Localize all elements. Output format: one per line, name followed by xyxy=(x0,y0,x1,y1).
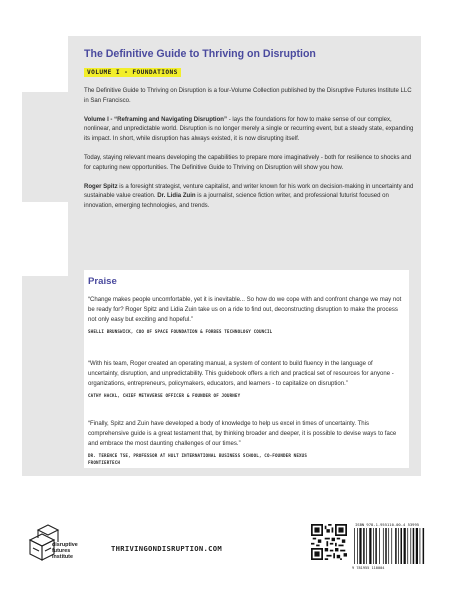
quote-text: “Finally, Spitz and Zuin have developed a body of knowledge to help us excel in times of uncertainty. This comprehensive guide is a great testament that, by thinking broader and deeper, it is possible to devise ways to face and embrace the most daunting challenges of our times.” xyxy=(88,421,397,447)
isbn-barcode-icon xyxy=(353,528,427,566)
quote-text: “With his team, Roger created an operating manual, a system of content to build fluency in the language of uncertainty, disruption, and unpredictability. This guidebook offers a rich and practical set of resources for anyone - organizations, entrepreneurs, policymakers, educators, and learners - to capitalize on disruption.” xyxy=(88,361,394,387)
praise-quote-2 xyxy=(88,360,403,400)
isbn-label: ISBN 978-1-955110-00-4 53995 xyxy=(355,522,420,527)
quote-author: CATHY HACKL, CHIEF METAVERSE OFFICER & FOUNDER OF JOURNEY xyxy=(88,393,241,399)
quote-author: SHELLI BRUNSWICK, COO OF SPACE FOUNDATION & FORBES TECHNOLOGY COUNCIL xyxy=(88,329,273,335)
author-name-1: Roger Spitz xyxy=(84,183,118,190)
website-url: THRIVINGONDISRUPTION.COM xyxy=(111,544,223,553)
authors-paragraph xyxy=(84,183,414,212)
author-name-2: Dr. Lidia Zuin xyxy=(157,193,196,200)
intro-paragraph-3: Today, staying relevant means developing the capabilities to prepare more imaginatively - both for resilience to shocks and for capturing new opportunities. The Definitive Guide to Thriving on Disruption will show you how. xyxy=(84,154,412,171)
author-bio-1: is a foresight strategist, venture capitalist, and writer known for his work on decision-making in uncertainty and sustainable value creation. xyxy=(84,183,414,200)
quote-author: DR. TERENCE TSE, PROFESSOR AT HULT INTERNATIONAL BUSINESS SCHOOL, CO-FOUNDER NEXUS FRONTIERTECH xyxy=(88,453,308,465)
logo-wordmark: disruptive futures institute xyxy=(52,542,78,561)
background-tab-bottom xyxy=(22,276,82,476)
author-bio-2: is a journalist, science fiction writer, and professional futurist focused on innovation, emerging technologies, and trends. xyxy=(84,193,389,210)
barcode-number: 9 781955 110004 xyxy=(352,566,385,570)
intro-paragraph-1: The Definitive Guide to Thriving on Disruption is a four-Volume Collection published by the Disruptive Futures Institute LLC in San Francisco. xyxy=(84,88,412,104)
praise-quote-1 xyxy=(88,296,403,336)
quote-text: “Change makes people uncomfortable, yet it is inevitable... So how do we cope with and confront change we may not be ready for? Roger Spitz and Lidia Zuin take us on a ride to find out, deconstructing disruption to make the process not only easy but exciting and hopeful.” xyxy=(88,297,402,323)
intro-section xyxy=(84,47,414,221)
volume-description: - lays the foundations for how to make sense of our complex, nonlinear, and unpredictable world. Disruption is no longer merely a single or recurring event, but a steady state, expanding its impact. In short, while disruption has always existed, it is now disrupting itself. xyxy=(84,116,414,143)
book-title: The Definitive Guide to Thriving on Disruption xyxy=(84,48,316,60)
background-tab-top xyxy=(22,92,78,202)
qr-code-icon xyxy=(311,524,347,560)
praise-heading: Praise xyxy=(88,276,117,287)
intro-paragraph-2 xyxy=(84,116,414,145)
volume-label: VOLUME I - FOUNDATIONS xyxy=(84,68,181,77)
volume-subtitle: Volume I - “Reframing and Navigating Disruption” xyxy=(84,116,228,123)
praise-quote-3 xyxy=(88,420,403,466)
